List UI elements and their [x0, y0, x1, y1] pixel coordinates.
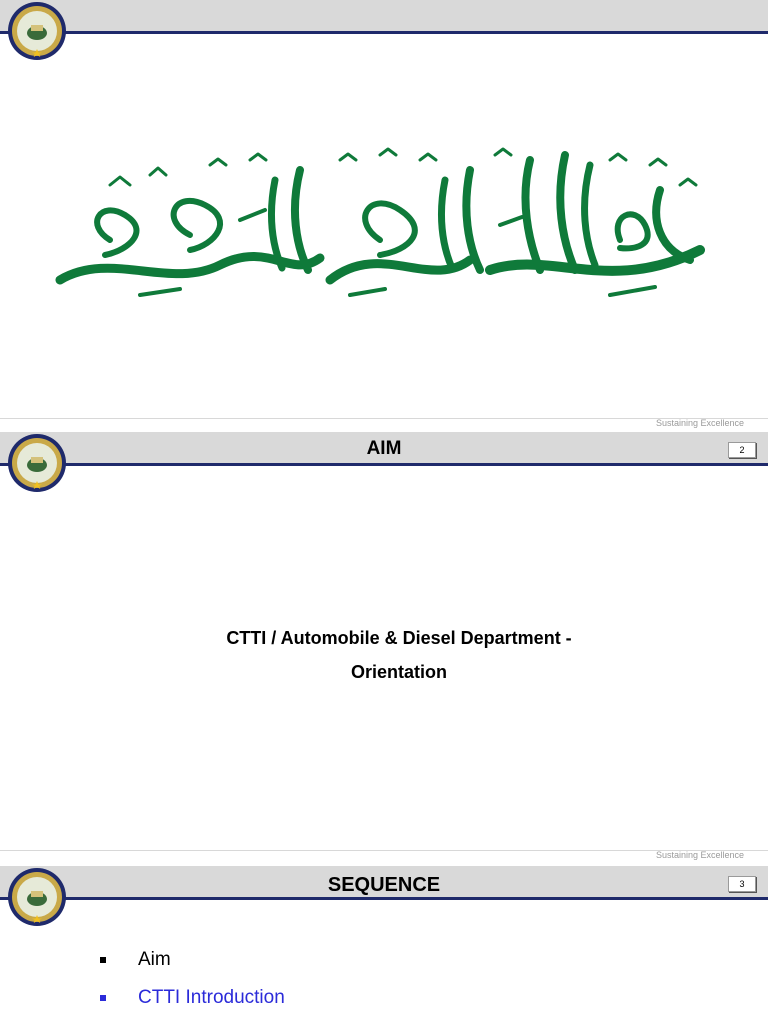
slide-number: 2 — [728, 442, 756, 458]
list-item-text: CTTI Introduction — [138, 987, 285, 1008]
bullet-square-icon — [100, 957, 106, 963]
header-bar — [0, 0, 768, 34]
footer-tagline: Sustaining Excellence — [655, 418, 744, 428]
aim-line-1: CTTI / Automobile & Diesel Department - — [226, 628, 572, 648]
slide-3 — [0, 866, 768, 1024]
slide-1 — [0, 0, 768, 432]
slide-2 — [0, 432, 768, 866]
footer-divider — [0, 850, 768, 851]
aim-line-2: Orientation — [350, 662, 447, 682]
institute-emblem-logo — [7, 867, 67, 927]
list-item-text: Aim — [138, 949, 171, 970]
bullet-square-icon — [100, 995, 106, 1001]
slide-number: 3 — [728, 876, 756, 892]
slide-title: SEQUENCE — [327, 874, 441, 896]
footer-tagline: Sustaining Excellence — [655, 850, 744, 860]
footer-divider — [0, 418, 768, 419]
institute-emblem-logo — [7, 1, 67, 61]
bismillah-calligraphy — [50, 130, 720, 305]
institute-emblem-logo — [7, 433, 67, 493]
slide-title: AIM — [366, 438, 402, 459]
